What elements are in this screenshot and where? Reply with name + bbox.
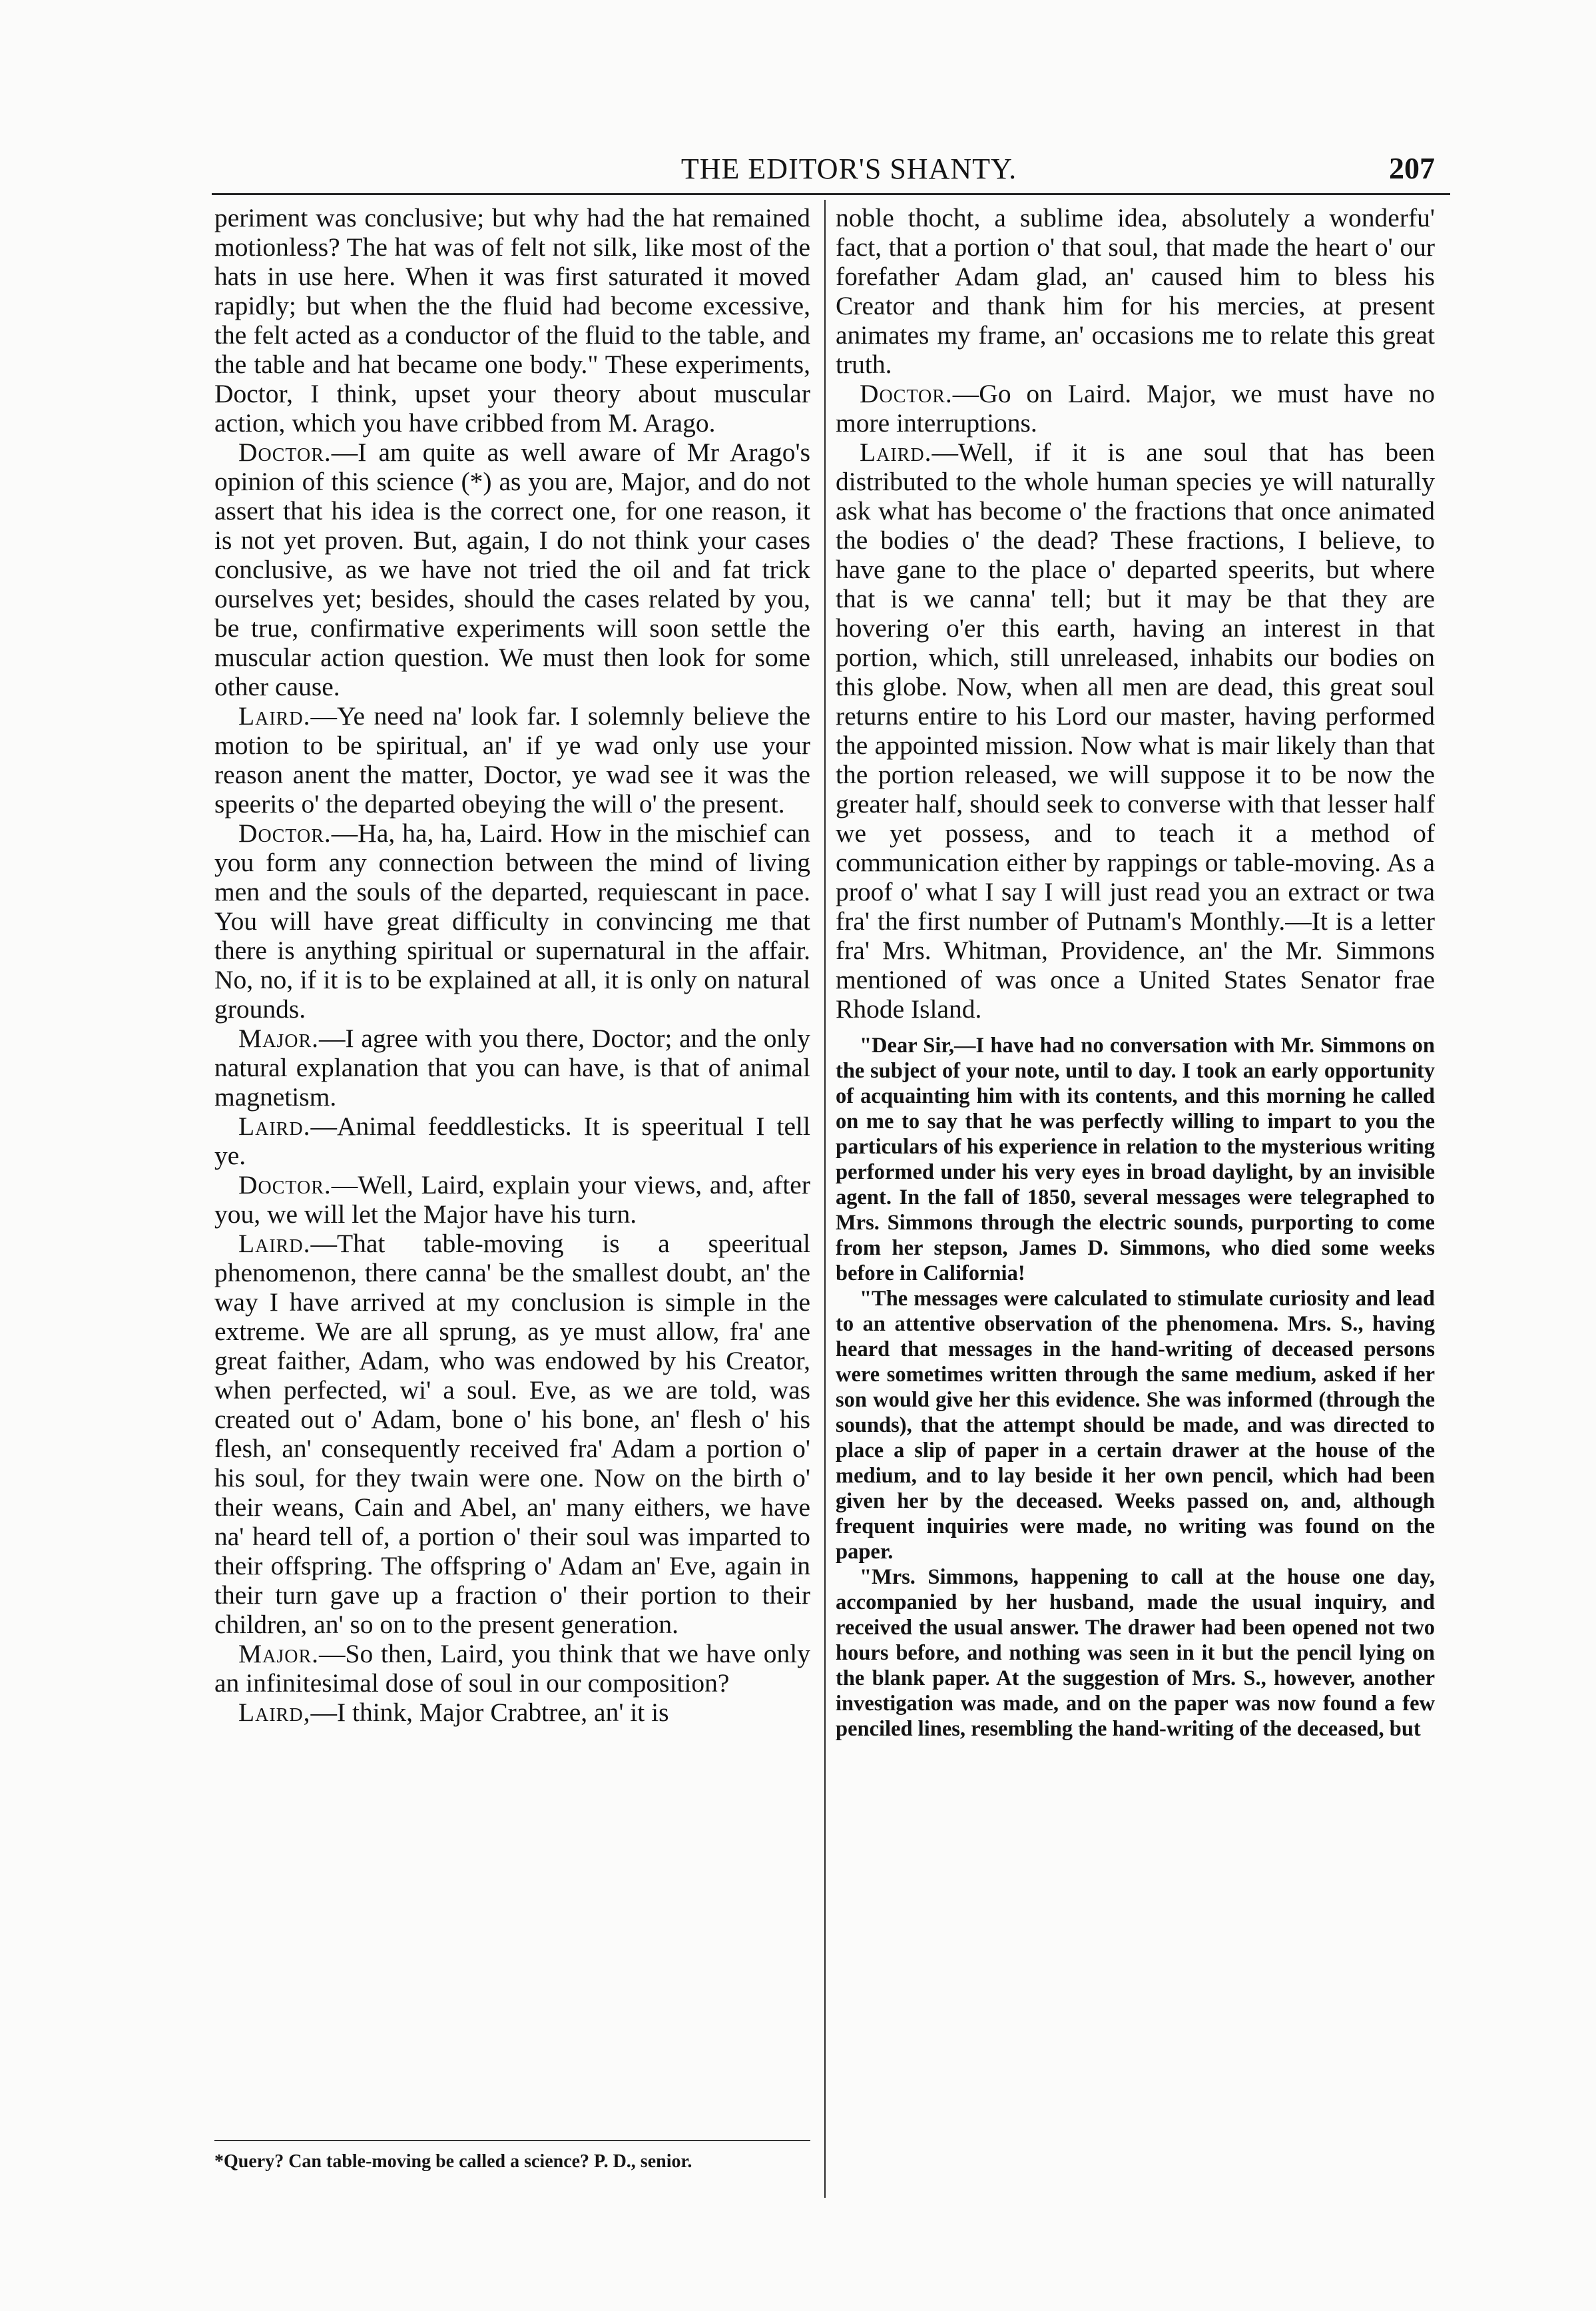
paragraph-text: —Ha, ha, ha, Laird. How in the mischief can you form any connection between the mind of living men and the souls of the departed, requiescant in pace. You will have great difficulty in convincing me that there is anything spiritual or supernatural in the affair. No, no, if it is to be explained at all, it is only on natural grounds. — [214, 819, 810, 1024]
quoted-letter-paragraph: "Dear Sir,—I have had no conversation with Mr. Simmons on the subject of your note, until to day. I took an early opportunity of acquainting him with its contents, and this morning he called on me to say that he was perfectly willing to impart to you the particulars of his experience in relation to the mysterious writing performed under his very eyes in broad daylight, by an invisible agent. In the fall of 1850, several messages were telegraphed to Mrs. Simmons through the electric sounds, purporting to come from her stepson, James D. Simmons, who died some weeks before in California! — [836, 1034, 1435, 1285]
paragraph — [214, 203, 810, 438]
paragraph-text: —I agree with you there, Doctor; and the only natural explanation that you can have, is that of animal magnetism. — [214, 1024, 810, 1112]
footnote-rule — [214, 2140, 810, 2141]
speaker-label: Major. — [238, 1639, 320, 1668]
paragraph — [214, 1698, 810, 1727]
paragraph-text: —Well, Laird, explain your views, and, after you, we will let the Major have his turn. — [214, 1170, 810, 1229]
speaker-label: Doctor. — [238, 438, 332, 467]
running-head: THE EDITOR'S SHANTY. — [680, 153, 1017, 185]
right-column — [836, 203, 1435, 1742]
paragraph — [214, 701, 810, 819]
speaker-label: Laird. — [238, 701, 311, 731]
paragraph-text: periment was conclusive; but why had the hat remained motionless? The hat was of felt not silk, like most of the hats in use here. When it was first saturated it moved rapidly; but when the the fluid had become excessive, the felt acted as a conductor of the fluid to the table, and the table and hat became one body." These experiments, Doctor, I think, upset your theory about muscular action, which you have cribbed from M. Arago. — [214, 203, 810, 438]
speaker-label: Laird. — [238, 1229, 311, 1258]
paragraph-text: —Well, if it is ane soul that has been distributed to the whole human species ye will naturally ask what has become o' the fractions that once animated the bodies o' the dead? These fractions, I believe, to have gane to the place o' departed speerits, but where that is we canna' tell; but it may be that they are hovering o'er this earth, having an interest in that portion, which, still unreleased, inhabits our bodies on this globe. Now, when all men are dead, this great soul returns entire to his Lord our master, having performed the appointed mission. Now what is mair likely than that the portion released, we will suppose it to be now the greater half, should seek to converse with that lesser half we yet possess, and to teach it a method of communication either by rappings or table-moving. As a proof o' what I say I will just read you an extract or twa fra' the first number of Putnam's Monthly.—It is a letter fra' Mrs. Whitman, Providence, an' the Mr. Simmons mentioned of was once a United States Senator frae Rhode Island. — [836, 438, 1435, 1024]
speaker-label: Major. — [238, 1024, 320, 1053]
paragraph-text: —So then, Laird, you think that we have only an infinitesimal dose of soul in our composition? — [214, 1639, 810, 1698]
column-rule — [824, 200, 826, 2198]
speaker-label: Doctor. — [860, 379, 953, 408]
speaker-label: Laird. — [860, 438, 932, 467]
paragraph — [836, 379, 1435, 438]
speaker-label: Laird. — [238, 1112, 311, 1141]
paragraph — [214, 1639, 810, 1698]
quoted-letter-paragraph: "The messages were calculated to stimulate curiosity and lead to an attentive observation of the phenomena. Mrs. S., having heard that messages in the hand-writing of deceased persons were sometimes written through the same medium, asked if her son would give her this evidence. She was informed (through the sounds), that the attempt should be made, and was directed to place a slip of paper in a certain drawer at the house of the medium, and to lay beside it her own pencil, which had been given her by the deceased. Weeks passed on, and, although frequent inquiries were made, no writing was found on the paper. — [836, 1287, 1435, 1564]
paragraph-text: —I think, Major Crabtree, an' it is — [310, 1698, 669, 1727]
left-column — [214, 203, 810, 1727]
page-header — [0, 0, 1596, 200]
speaker-label: Doctor. — [238, 1170, 332, 1199]
paragraph — [214, 1170, 810, 1229]
paragraph-text: —Ye need na' look far. I solemnly believe the motion to be spiritual, an' if ye wad only use your reason anent the matter, Doctor, ye wad see it was the speerits o' the departed obeying the will o' the present. — [214, 701, 810, 819]
paragraph — [214, 1229, 810, 1639]
paragraph-text: —Go on Laird. Major, we must have no more interruptions. — [836, 379, 1435, 438]
paragraph-text: —That table-moving is a speeritual phenomenon, there canna' be the smallest doubt, an' the way I have arrived at my conclusion is simple in the extreme. We are all sprung, as ye must allow, fra' ane great faither, Adam, who was endowed by his Creator, when perfected, wi' a soul. Eve, as we are told, was created out o' Adam, bone o' his bone, an' flesh o' his flesh, an' consequently received fra' Adam a portion o' his soul, for they twain were one. Now on the birth o' their weans, Cain and Abel, an' many eithers, we have na' heard tell of, a portion o' their soul was imparted to their offspring. The offspring o' Adam an' Eve, again in their turn gave up a fraction o' their portion to their children, an' so on to the present generation. — [214, 1229, 810, 1639]
speaker-label: Doctor. — [238, 819, 332, 848]
header-rule — [212, 193, 1450, 195]
paragraph — [214, 1112, 810, 1170]
paragraph — [836, 203, 1435, 379]
paragraph — [836, 438, 1435, 1024]
quoted-letter-paragraph: "Mrs. Simmons, happening to call at the house one day, accompanied by her husband, made the usual inquiry, and received the usual answer. The drawer had been opened not two hours before, and nothing was seen in it but the pencil lying on the blank paper. At the suggestion of Mrs. S., however, another investigation was made, and on the paper was now found a few penciled lines, resembling the hand-writing of the deceased, but — [836, 1565, 1435, 1741]
paragraph — [214, 438, 810, 701]
paragraph — [214, 819, 810, 1024]
page-number: 207 — [1389, 151, 1435, 185]
paragraph-text: —I am quite as well aware of Mr Arago's opinion of this science (*) as you are, Major, and do not assert that his idea is the correct one, for one reason, it is not yet proven. But, again, I do not think your cases conclusive, as we have not tried the oil and fat trick ourselves yet; besides, should the cases related by you, be true, confirmative experiments will soon settle the muscular action question. We must then look for some other cause. — [214, 438, 810, 701]
footnote: *Query? Can table-moving be called a science? P. D., senior. — [214, 2151, 692, 2172]
speaker-label: Laird, — [238, 1698, 311, 1727]
paragraph — [214, 1024, 810, 1112]
paragraph-text: noble thocht, a sublime idea, absolutely a wonderfu' fact, that a portion o' that soul, that made the heart o' our forefather Adam glad, an' caused him to bless his Creator and thank him for his mercies, at present animates my frame, an' occasions me to relate this great truth. — [836, 203, 1435, 379]
paragraph-text: —Animal feeddlesticks. It is speeritual I tell ye. — [214, 1112, 810, 1170]
